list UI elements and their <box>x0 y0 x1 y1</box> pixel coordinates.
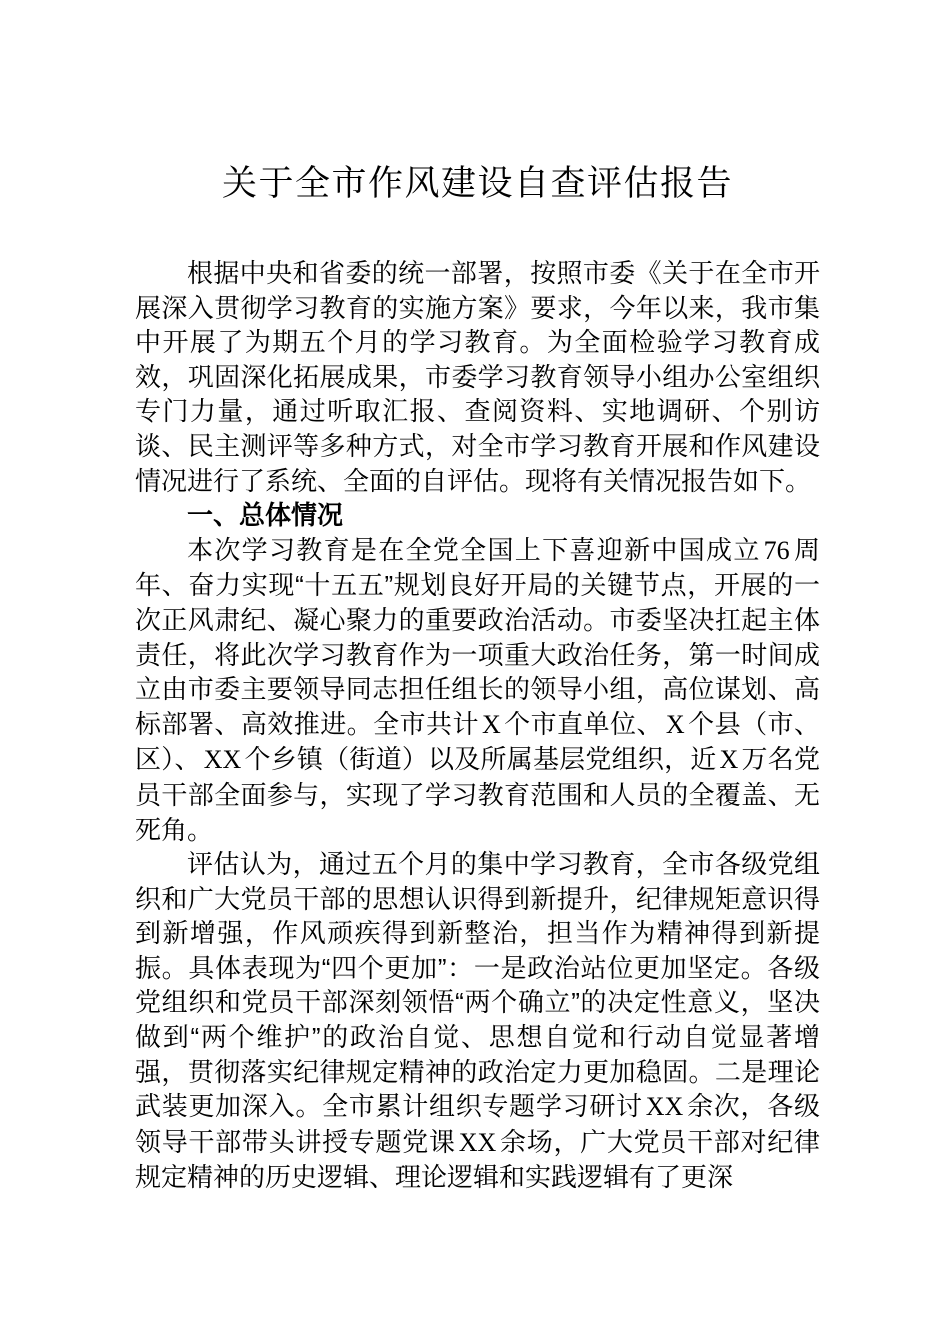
inline-latin-run: X <box>481 709 501 739</box>
inline-latin-run: XX <box>458 1127 497 1157</box>
inline-latin-run: XX <box>203 745 242 775</box>
inline-latin-run: X <box>719 745 739 775</box>
document-body <box>135 256 820 1195</box>
inline-latin-run: 76 <box>763 535 790 565</box>
paragraph-overall-situation: 本次学习教育是在全党全国上下喜迎新中国成立 76 周年、奋力实现“十五五”规划良好开局的关键节点，开展的一次正风肃纪、凝心聚力的重要政治活动。市委坚决扛起主体责任，将此次学习教育作为一项重大政治任务，第一时间成立由市委主要领导同志担任组长的领导小组，高位谋划、高标部署、高效推进。全市共计 X 个市直单位、 X 个县（市、区）、 XX 个乡镇（街道）以及所属基层党组织，近 X 万名党员干部全面参与，实现了学习教育范围和人员的全覆盖、无死角。 <box>135 534 820 845</box>
inline-latin-run: XX <box>645 1092 684 1122</box>
page-title: 关于全市作风建设自查评估报告 <box>221 164 733 203</box>
paragraph-evaluation-conclusion: 评估认为，通过五个月的集中学习教育，全市各级党组织和广大党员干部的思想认识得到新提升，纪律规矩意识得到新增强，作风顽疾得到新整治，担当作为精神得到新提振。具体表现为“四个更加”：一是政治站位更加坚定。各级党组织和党员干部深刻领悟“两个确立”的决定性意义，坚决做到“两个维护”的政治自觉、思想自觉和行动自觉显著增强，贯彻落实纪律规定精神的政治定力更加稳固。二是理论武装更加深入。全市累计组织专题学习研讨 XX 余次，各级领导干部带头讲授专题党课 XX 余场，广大党员干部对纪律规定精神的历史逻辑、理论逻辑和实践逻辑有了更深 <box>135 849 820 1193</box>
section-heading-1: 一、总体情况 <box>187 500 344 531</box>
inline-latin-run: X <box>665 709 685 739</box>
paragraph-intro: 根据中央和省委的统一部署，按照市委《关于在全市开展深入贯彻学习教育的实施方案》要求，今年以来，我市集中开展了为期五个月的学习教育。为全面检验学习教育成效，巩固深化拓展成果，市委学习教育领导小组办公室组织专门力量，通过听取汇报、查阅资料、实地调研、个别访谈、民主测评等多种方式，对全市学习教育开展和作风建设情况进行了系统、全面的自评估。现将有关情况报告如下。 <box>135 258 820 496</box>
